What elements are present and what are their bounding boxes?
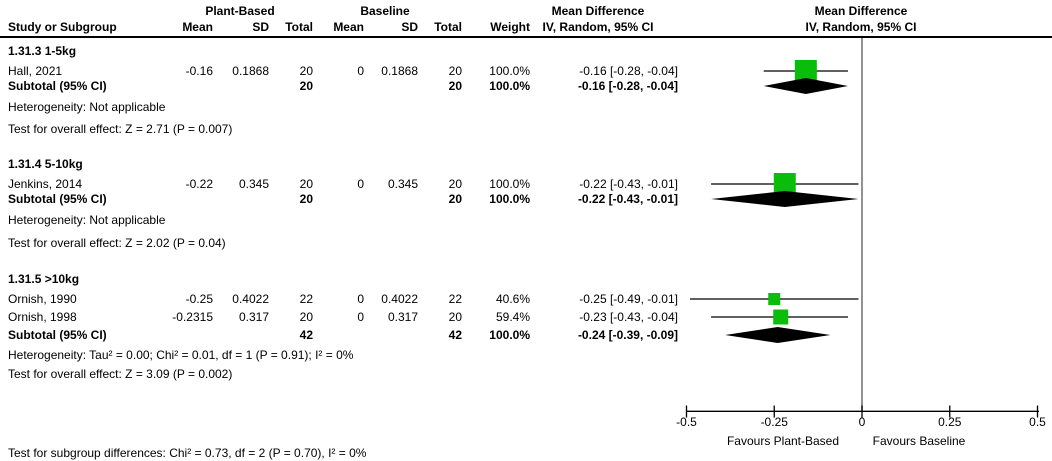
exp-mean: -0.16 [185,64,213,78]
ctrl-sd-header: SD [401,20,418,34]
exp-mean-header: Mean [182,20,213,34]
subtotal-ctrl-total: 20 [448,79,462,93]
ctrl-sd: 0.1868 [381,64,418,78]
subtotal-exp-total: 20 [299,79,313,93]
subtotal-weight: 100.0% [489,192,530,206]
heterogeneity-text: Heterogeneity: Tau² = 0.00; Chi² = 0.01, df = 1 (P = 0.91); I² = 0% [8,348,354,362]
study-weight: 40.6% [495,292,530,306]
study-weight: 100.0% [489,64,530,78]
tick-label: -0.25 [760,415,788,429]
study-weight: 100.0% [489,177,530,191]
ctrl-total: 20 [448,177,462,191]
study-name: Jenkins, 2014 [8,177,83,191]
favours-right-label: Favours Baseline [872,434,966,448]
effect-square [773,310,788,325]
exp-total: 20 [299,310,313,324]
exp-mean: -0.25 [185,292,213,306]
effect-sub-plot-column: IV, Random, 95% CI [805,20,917,34]
study-column-header: Study or Subgroup [8,20,117,34]
study-name: Hall, 2021 [8,64,63,78]
subtotal-diamond [764,78,848,94]
exp-sd-header: SD [252,20,269,34]
subgroup-difference-test: Test for subgroup differences: Chi² = 0.73, df = 2 (P = 0.70), I² = 0% [8,446,367,460]
overall-test-text: Test for overall effect: Z = 3.09 (P = 0.002) [8,367,233,381]
overall-test-text: Test for overall effect: Z = 2.02 (P = 0.04) [8,236,226,250]
subgroup-label: 1.31.5 >10kg [8,272,80,286]
subtotal-label: Subtotal (95% CI) [8,328,107,342]
ctrl-mean: 0 [357,292,364,306]
exp-mean: -0.22 [185,177,213,191]
ctrl-mean: 0 [357,177,364,191]
overall-test-text: Test for overall effect: Z = 2.71 (P = 0.007) [8,122,233,136]
study-weight: 59.4% [495,310,530,324]
study-ci-text: -0.22 [-0.43, -0.01] [579,177,678,191]
tick-label: -0.5 [676,415,697,429]
ctrl-sd: 0.4022 [381,292,418,306]
exp-mean: -0.2315 [172,310,213,324]
tick-label: 0.5 [1029,415,1046,429]
heterogeneity-text: Heterogeneity: Not applicable [8,100,166,114]
effect-title-text-column: Mean Difference [551,4,645,18]
effect-title-plot-column: Mean Difference [814,4,908,18]
subtotal-diamond [725,327,830,343]
exp-sd: 0.4022 [232,292,269,306]
subtotal-ctrl-total: 20 [448,192,462,206]
subtotal-diamond [711,191,858,207]
ctrl-mean: 0 [357,310,364,324]
ctrl-total-header: Total [434,20,462,34]
subtotal-label: Subtotal (95% CI) [8,79,107,93]
subtotal-ci-text: -0.24 [-0.39, -0.09] [577,328,678,342]
study-ci-text: -0.23 [-0.43, -0.04] [579,310,678,324]
subtotal-ci-text: -0.22 [-0.43, -0.01] [577,192,678,206]
weight-column-header: Weight [490,20,530,34]
ctrl-mean-header: Mean [333,20,364,34]
subgroup-label: 1.31.3 1-5kg [8,44,77,58]
exp-total: 20 [299,64,313,78]
subtotal-exp-total: 42 [299,328,313,342]
ctrl-mean: 0 [357,64,364,78]
subtotal-exp-total: 20 [299,192,313,206]
subtotal-ctrl-total: 42 [448,328,462,342]
exp-total-header: Total [285,20,313,34]
ctrl-total: 22 [448,292,462,306]
ctrl-total: 20 [448,310,462,324]
favours-left-label: Favours Plant-Based [726,434,840,448]
ctrl-total: 20 [448,64,462,78]
study-ci-text: -0.25 [-0.49, -0.01] [579,292,678,306]
subtotal-weight: 100.0% [489,79,530,93]
exp-total: 20 [299,177,313,191]
ctrl-sd: 0.345 [387,177,418,191]
group2-header: Baseline [360,4,410,18]
study-name: Ornish, 1998 [8,310,77,324]
subgroup-label: 1.31.4 5-10kg [8,157,83,171]
ctrl-sd: 0.317 [387,310,418,324]
subtotal-label: Subtotal (95% CI) [8,192,107,206]
study-ci-text: -0.16 [-0.28, -0.04] [579,64,678,78]
subtotal-weight: 100.0% [489,328,530,342]
exp-sd: 0.345 [238,177,269,191]
tick-label: 0 [858,415,866,429]
group1-header: Plant-Based [205,4,275,18]
exp-total: 22 [299,292,313,306]
effect-sub-text-column: IV, Random, 95% CI [542,20,654,34]
tick-label: 0.25 [938,415,962,429]
study-name: Ornish, 1990 [8,292,77,306]
exp-sd: 0.1868 [232,64,269,78]
exp-sd: 0.317 [238,310,269,324]
subtotal-ci-text: -0.16 [-0.28, -0.04] [577,79,678,93]
heterogeneity-text: Heterogeneity: Not applicable [8,213,166,227]
effect-square [768,293,780,305]
